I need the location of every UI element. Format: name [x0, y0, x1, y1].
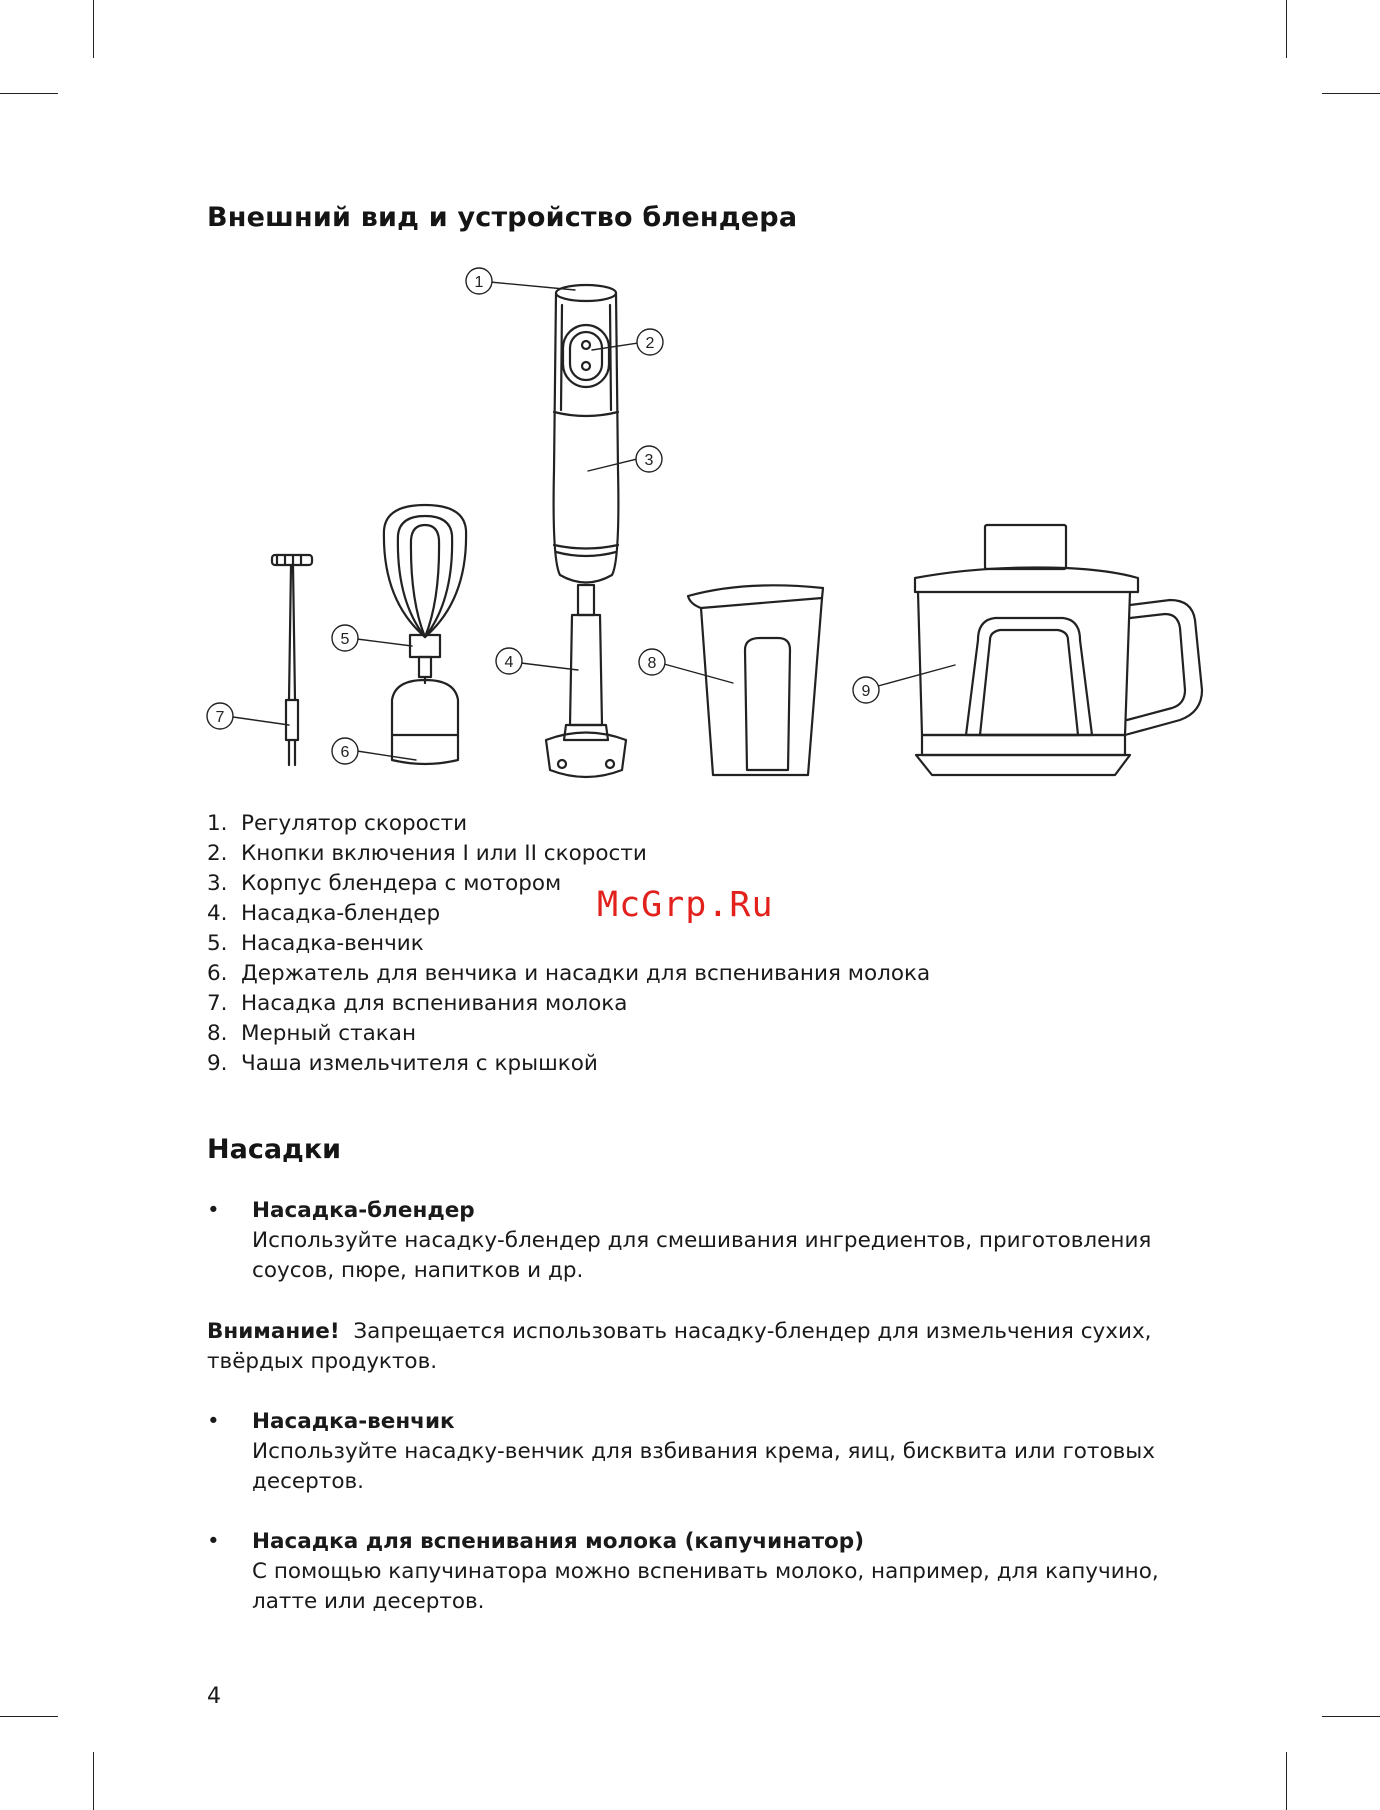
watermark: McGrp.Ru — [597, 885, 774, 925]
callout-leaders — [233, 282, 955, 760]
attachment-name: Насадка-венчик — [252, 1409, 455, 1434]
callout-label: 6 — [340, 744, 350, 761]
callout-label: 8 — [647, 655, 657, 672]
callout-label: 9 — [861, 683, 871, 700]
blender-motor-body — [554, 285, 619, 583]
list-item: 2. Кнопки включения I или II скорости — [207, 841, 647, 866]
whisk — [384, 505, 466, 677]
measuring-cup — [688, 585, 823, 775]
callout-label: 5 — [340, 631, 350, 648]
bullet: • — [207, 1198, 220, 1223]
crop-mark — [1286, 1752, 1287, 1810]
callout-label: 1 — [474, 274, 484, 291]
list-item: 4. Насадка-блендер — [207, 901, 441, 926]
crop-mark — [1286, 0, 1287, 58]
list-item: 5. Насадка-венчик — [207, 931, 424, 956]
crop-mark — [93, 0, 94, 58]
milk-frother — [272, 555, 312, 765]
callout-label: 7 — [215, 709, 225, 726]
chopper-bowl — [915, 525, 1202, 775]
list-item: 3. Корпус блендера с мотором — [207, 871, 562, 896]
section-title-attachments: Насадки — [207, 1134, 342, 1165]
crop-mark — [0, 1716, 58, 1717]
bullet: • — [207, 1409, 220, 1434]
section-title-appearance: Внешний вид и устройство блендера — [207, 202, 798, 233]
list-item: 9. Чаша измельчителя с крышкой — [207, 1051, 598, 1076]
callout-label: 3 — [644, 452, 654, 469]
parts-list — [207, 809, 930, 1079]
list-item: 6. Держатель для венчика и насадки для вспенивания молока — [207, 961, 931, 986]
crop-mark — [0, 93, 58, 94]
callout-label: 4 — [504, 654, 514, 671]
warning-note: Внимание! Запрещается использовать насадку-блендер для измельчения сухих, твёрдых продуктов. — [207, 1319, 1152, 1374]
page-number: 4 — [207, 1684, 221, 1709]
crop-mark — [1322, 93, 1380, 94]
crop-mark — [1322, 1716, 1380, 1717]
warning-label: Внимание! — [207, 1319, 340, 1344]
whisk-holder — [392, 677, 458, 764]
bullet: • — [207, 1529, 220, 1554]
callout-label: 2 — [645, 335, 655, 352]
crop-mark — [93, 1752, 94, 1810]
attachment-name: Насадка для вспенивания молока (капучинатор) — [252, 1529, 865, 1554]
blender-shaft — [546, 585, 626, 777]
list-item: 7. Насадка для вспенивания молока — [207, 991, 628, 1016]
list-item: 8. Мерный стакан — [207, 1021, 417, 1046]
blender-diagram — [190, 255, 1220, 795]
attachment-name: Насадка-блендер — [252, 1198, 475, 1223]
list-item: 1. Регулятор скорости — [207, 811, 468, 836]
